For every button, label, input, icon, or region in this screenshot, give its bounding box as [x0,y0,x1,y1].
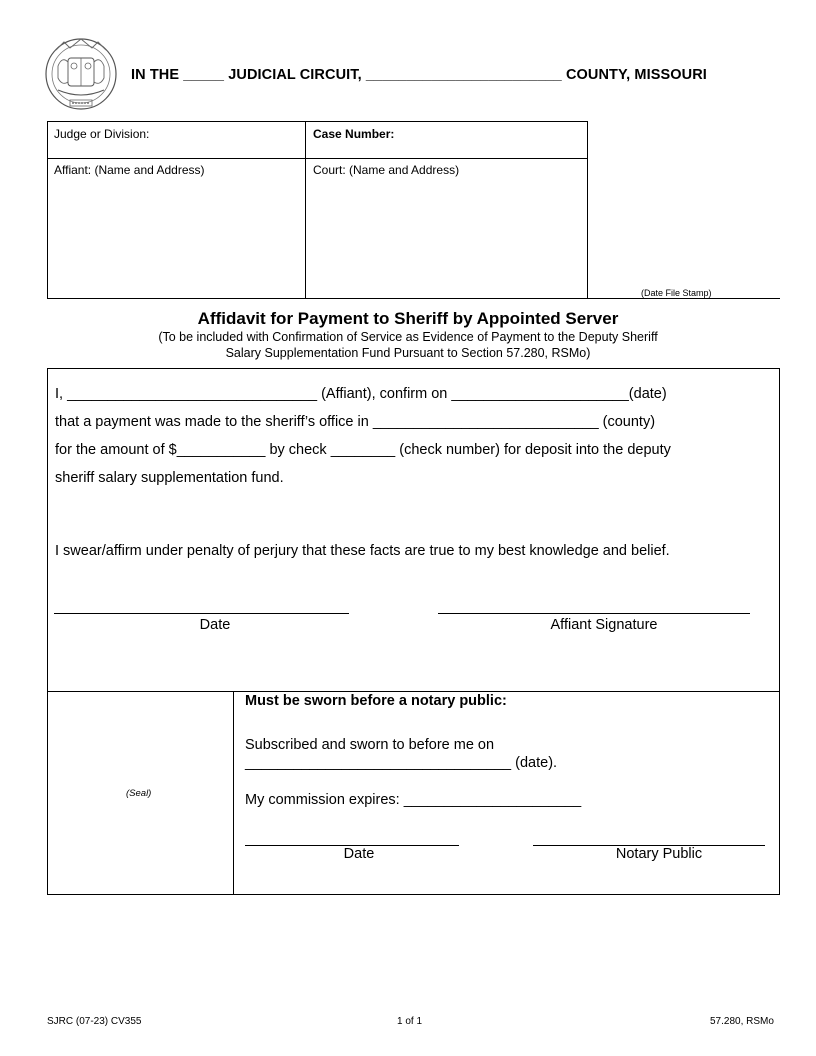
form-title: Affidavit for Payment to Sheriff by Appointed Server [197,309,619,328]
commission-expires: My commission expires: ______________________ [245,792,582,808]
affidavit-line-2: that a payment was made to the sheriff’s office in ____________________________ (county) [55,414,656,430]
caption-bottom-rule [47,298,780,299]
affiant-signature-line [438,613,750,614]
affiant-signature-label: Affiant Signature [550,617,658,633]
caption-divider-vertical [305,121,306,299]
affidavit-line-1: I, _______________________________ (Affiant), confirm on ______________________(date) [55,386,667,402]
form-subtitle-line-1: (To be included with Confirmation of Service as Evidence of Payment to the Deputy Sheriff [158,330,658,344]
form-id: SJRC (07-23) CV355 [47,1016,142,1027]
caption-divider-horizontal [47,158,588,159]
statute-reference: 57.280, RSMo [710,1016,774,1027]
form-subtitle-line-2: Salary Supplementation Fund Pursuant to Section 57.280, RSMo) [225,346,591,360]
sworn-date-line: _________________________________ (date). [245,755,558,771]
affiant-label: Affiant: (Name and Address) [54,163,205,177]
date-file-stamp-label: (Date File Stamp) [641,288,712,298]
affidavit-line-3: for the amount of $___________ by check ________ (check number) for deposit into the deputy [55,442,671,458]
affidavit-line-4: sheriff salary supplementation fund. [55,470,284,486]
missouri-state-seal-icon [44,36,118,112]
notary-divider [233,691,234,895]
notary-heading: Must be sworn before a notary public: [245,693,507,709]
affidavit-date-label: Date [199,617,231,633]
case-number-label: Case Number: [313,127,395,141]
judge-division-label: Judge or Division: [54,127,150,141]
caption-table [47,121,588,299]
notary-seal-label: (Seal) [126,788,152,799]
oath-statement: I swear/affirm under penalty of perjury that these facts are true to my best knowledge and belief. [55,543,670,559]
court-label: Court: (Name and Address) [313,163,460,177]
court-header: IN THE _____ JUDICIAL CIRCUIT, ________________________ COUNTY, MISSOURI [131,67,707,83]
affidavit-date-line [54,613,349,614]
notary-public-label: Notary Public [615,846,703,862]
subscribed-text: Subscribed and sworn to before me on [245,737,495,753]
form-subtitle [0,329,816,361]
notary-date-label: Date [343,846,375,862]
page-number: 1 of 1 [397,1016,423,1027]
